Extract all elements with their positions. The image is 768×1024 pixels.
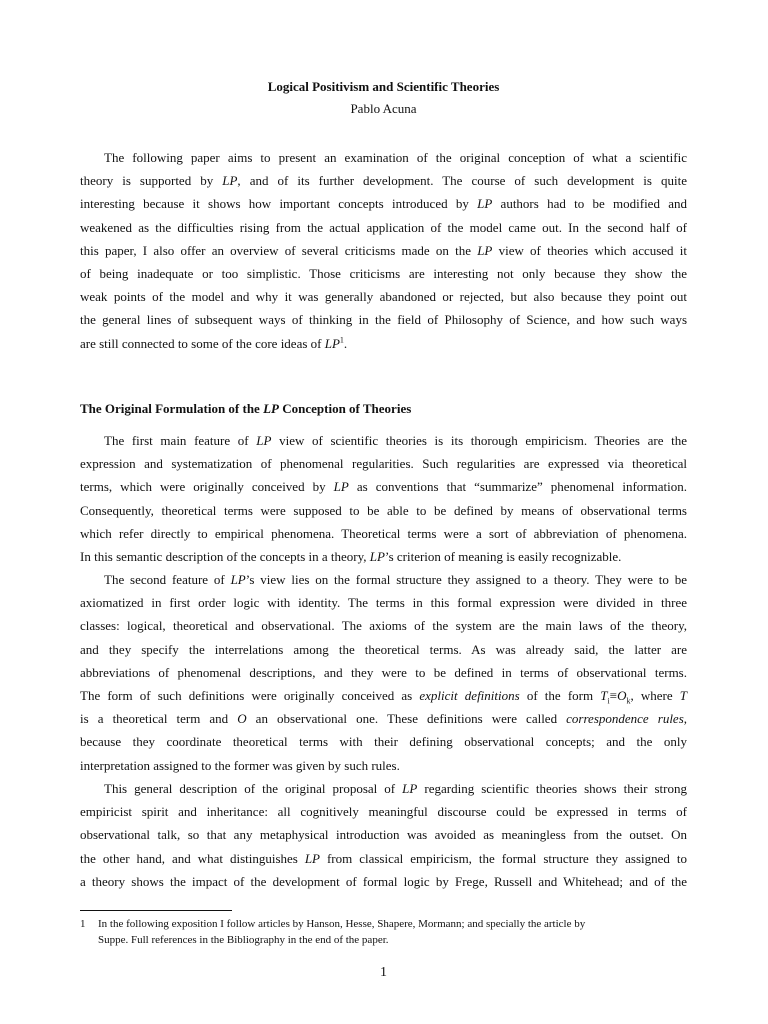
text-line: The second feature of LP’s view lies on the formal structure they assigned to a theory. They were to be xyxy=(104,572,687,587)
body-paragraph-1 xyxy=(80,429,687,568)
footnote-number: 1 xyxy=(80,918,86,930)
text-line: The first main feature of LP view of scientific theories is its thorough empiricism. Theories are the xyxy=(104,433,687,448)
intro-paragraph xyxy=(80,146,687,355)
page-number: 1 xyxy=(380,965,387,980)
text-line: theory is supported by LP, and of its further development. The course of such development is quite xyxy=(80,173,687,189)
text-line: interesting because it shows how important concepts introduced by LP authors had to be modified and xyxy=(80,196,687,212)
text-line: are still connected to some of the core ideas of $LP^1$. xyxy=(80,335,348,351)
text-line: axiomatized in first order logic with identity. The terms in this formal expression were divided in three xyxy=(80,595,687,611)
text-line: and they specify the interrelations among the theoretical terms. As was already said, the latter are xyxy=(80,641,687,657)
paper-page xyxy=(80,0,687,1024)
body-paragraph-2 xyxy=(80,568,687,777)
footnote-text: In the following exposition I follow articles by Hanson, Hesse, Shapere, Mormann; and specially the article by Suppe. Full references in the Bibliography in the end of the paper. xyxy=(98,918,586,946)
text-line: observational talk, so that any metaphysical introduction was avoided as meaningless from the outset. On xyxy=(80,827,687,843)
text-line: empiricist spirit and inheritance: all cognitively meaningful discourse could be expressed in terms of xyxy=(80,804,687,820)
text-line: This general description of the original proposal of LP regarding scientific theories shows their strong xyxy=(104,781,688,796)
text-line: The following paper aims to present an examination of the original conception of what a scientific xyxy=(104,150,687,165)
text-line: interpretation assigned to the former was given by such rules. xyxy=(80,757,400,773)
text-line: terms, which were originally conceived by LP as conventions that “summarize” phenomenal information. xyxy=(80,479,687,495)
text-line: classes: logical, theoretical and observational. The axioms of the system are the main laws of the theory, xyxy=(80,618,687,634)
section-heading: The Original Formulation of the LP Conception of Theories xyxy=(80,401,412,416)
text-line: weak points of the model and why it was generally abandoned or rejected, but also because they point out xyxy=(80,289,687,305)
text-line: The form of such definitions were originally conceived as explicit definitions of the form $T_i\equiv O_k$, where T xyxy=(80,688,688,706)
footnote-divider xyxy=(80,910,232,911)
text-line: this paper, I also offer an overview of several criticisms made on the LP view of theories which accused it xyxy=(80,242,687,258)
text-line: Consequently, theoretical terms were supposed to be able to be defined by means of observational terms xyxy=(80,502,687,518)
author-name: Pablo Acuna xyxy=(350,101,417,116)
body-paragraph-3 xyxy=(80,777,687,893)
text-line: which refer directly to empirical phenomena. Theoretical terms were a sort of abbreviation of phenomena. xyxy=(80,525,687,541)
text-line: weakened as the difficulties rising from the actual application of the model came out. In the second half of xyxy=(80,219,687,235)
text-line: In this semantic description of the concepts in a theory, LP’s criterion of meaning is easily recognizable. xyxy=(80,549,622,565)
text-line: the general lines of subsequent ways of thinking in the field of Philosophy of Science, and how such ways xyxy=(80,312,687,328)
text-line: of being inadequate or too simplistic. Those criticisms are interesting not only because they show the xyxy=(80,266,687,282)
text-line: abbreviations of phenomenal descriptions, and they were to be defined in terms of observational terms. xyxy=(80,664,687,680)
text-line: is a theoretical term and O an observational one. These definitions were called correspondence rules, xyxy=(80,711,688,727)
text-line: because they coordinate theoretical terms with their defining observational concepts; and the only xyxy=(80,734,687,750)
text-line: a theory shows the impact of the development of formal logic by Frege, Russell and Whitehead; and of the xyxy=(80,873,687,889)
paper-title: Logical Positivism and Scientific Theories xyxy=(267,79,500,94)
text-line: the other hand, and what distinguishes LP from classical empiricism, the formal structure they assigned to xyxy=(80,850,687,866)
footnote-ref[interactable]: 1 xyxy=(339,335,344,345)
text-line: expression and systematization of phenomenal regularities. Such regularities are expressed via theoretical xyxy=(80,456,687,472)
